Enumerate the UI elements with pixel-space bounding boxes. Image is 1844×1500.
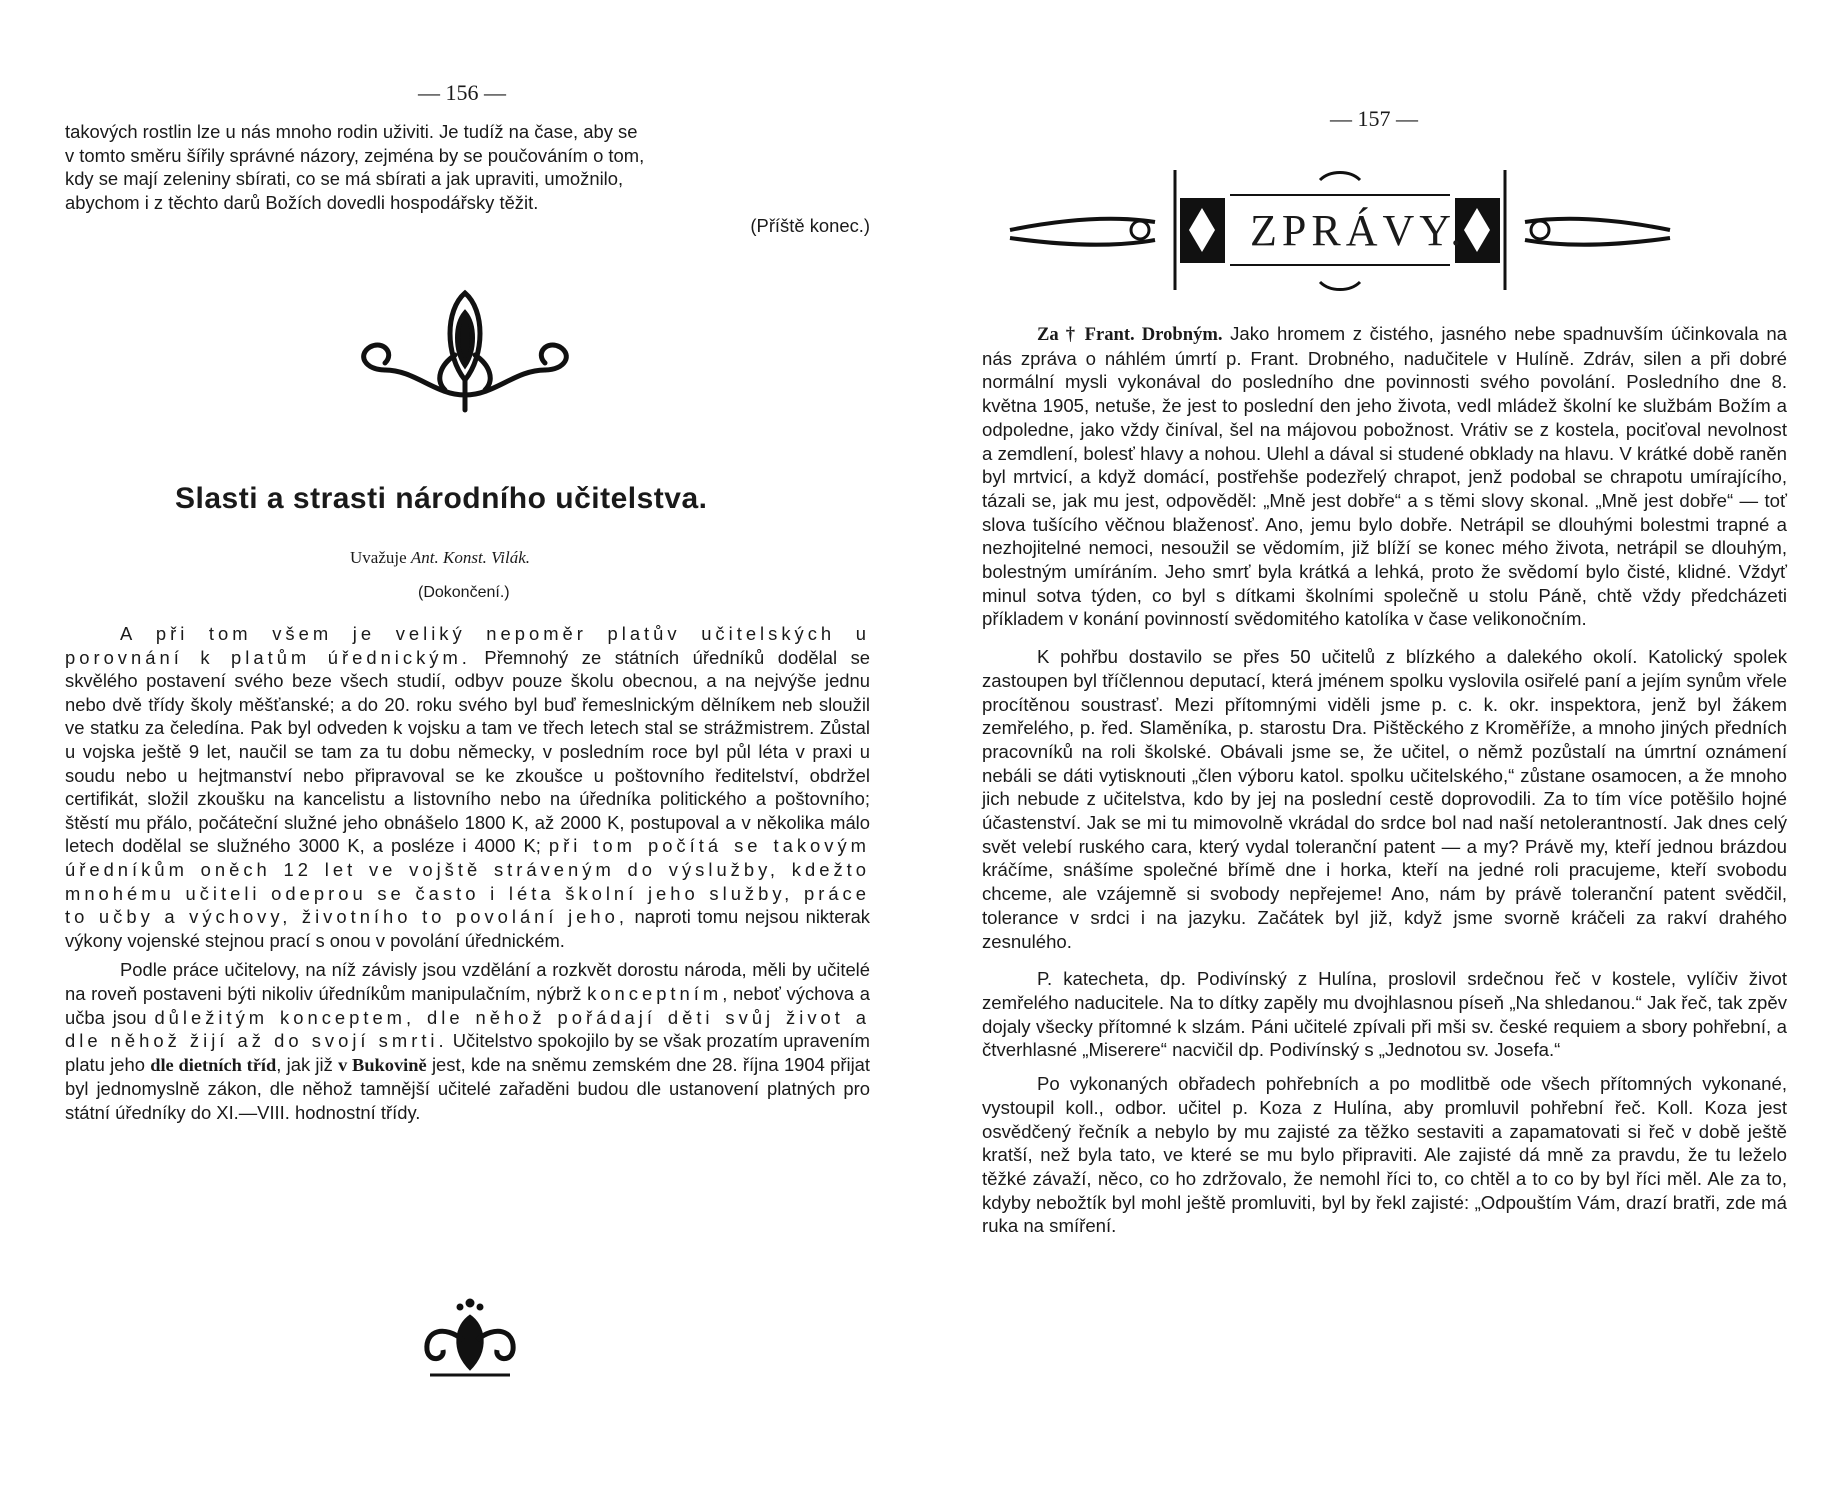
emphasis: konceptním xyxy=(587,982,723,1004)
emphasis: A při tom všem je veliký nepoměr platův učitelských u porovnání k platům úřednickým. xyxy=(65,623,870,668)
continued-note: (Příště konec.) xyxy=(750,215,870,236)
article-title: Slasti a strasti národního učitelstva. xyxy=(175,482,708,515)
news-paragraph: K pohřbu dostavilo se přes 50 učitelů z blízkého a dalekého okolí. Katolický spolek zastoupen byl tříčlennou deputací, která jménem spolku vyslovila osiřelé paní a jejím synům vřele procítěnou soustrasť. Mezi přítomnými viděli jsme p. c. k. okr. inspektora, jenž byl žákem zemřelého, p. řed. Slaměníka, p. starostu Dra. Pištěckého z Kroměříže, a mnoho jiných předních pracovníků na roli školské. Obávali jsme se, že učitel, o němž pozůstalí na úmrtní oznámení nebáli se dáti vytisknouti „člen výboru katol. spolku učitelského,“ zůstane osamocen, a že mnoho jich nebude z učitelstva, kdo by jej na poslední cestě doprovodili. Za to tím více potěšilo hojné účastenství. Jak se mi tu mimovolně vkrádal do srdce bol nad naší netolerantností. Jak dnes celý svět velebí ruského cara, který vydal toleranční patent — a my? Právě my, kteří jednou brázdou kráčíme, snášíme společné břímě dne i horka, kteří na jedné roli pracujeme, kteří svobodu chceme, ale vzájemně si svobody nepřejeme! Ano, nám by právě toleranční patent svědčil, tolerance v srdci i na jazyku. Začátek byl již, když jsme svorně kráčeli za rakví drahého zesnulého. xyxy=(982,646,1787,952)
intro-paragraph xyxy=(65,120,870,214)
news-lead: Za † Frant. Drobným. xyxy=(1037,324,1223,345)
text-run: Jako hromem z čistého, jasného nebe spadnuvším účinkovala na nás zpráva o náhlém úmrtí p. Frant. Drobného, nadučitele v Hulíně. Zdráv, silen a při dobré normální mysli vykonával do posledního dne povinnosti svého povolání. Posledního dne 8. května 1905, netuše, že jest to poslední den jeho života, vedl mládež školní ke službám Božím a odpoledne, jako vždy činíval, šel na májovou pobožnost. Vrátiv se z kostela, pociťoval nevolnost a zemdlení, bolesť hlavy a nohou. Ulehl a dával si studené obklady na hlavu. V krátké době raněn byl mrtvicí, a když domácí, postřehše podezřelý chrapot, jenž podobal se chrapotu umírajícího, tázali se, jak mu jest, odpověděl: „Mně jest dobře“ a s těmi slovy skonal. „Mně jest dobře“ — toť slova tušícího věčnou blaženosť. Ano, jemu bylo dobře. Netrápil se dlouhými bolestmi trapné a nezhojitelné nemoci, nesoužil se vědomím, již blíží se konec mého života, netrápil se dlouhým, bolestným umíráním. Jeho smrť byla krátká a lehká, proto že svědomí bylo čisté, klidné. Vždyť minul sotva týden, co byl s dítkami školními společně u stolu Páně, chtě vždy předcházeti příkladem v konání povinností svědomitého katolíka v čase velikonočním. xyxy=(982,323,1788,630)
text-run: Přemnohý ze státních úředníků dodělal se skvělého postavení svého beze všech studií, odbyv pouze školu obecnou, a na nejvýše jednu nebo dvě třídy školy měšťanské; a do 20. roku svého byl buď řemeslnickým dělníkem neb sloužil ve statku za čeledína. Pak byl odveden k vojsku a tam ve třech letech stal se strážmistrem. Zůstal u vojska ještě 9 let, naučil se tam za tu dobu německy, v posledním roce byl půl léta v praxi u soudu nebo u hejtmanství nebo připravoval se ke zkoušce u poštovního ředitelství, obdržel certifikát, složil zkoušku na kancelistu a listovního nebo na úředníka politického a poštovního; štěstí mu přálo, počáteční služné jeho obnášelo 1800 K, až 2000 K, postupoval a v několika málo letech dodělal se služného 3000 K, a posléze i 4000 K; xyxy=(65,646,870,857)
article-body xyxy=(65,622,870,1124)
news-body xyxy=(982,322,1787,1238)
text-run: , jak již xyxy=(276,1053,339,1075)
end-ornament xyxy=(415,1295,525,1380)
news-paragraph: Po vykonaných obřadech pohřebních a po modlitbě ode všech přítomných vykonané, vystoupil koll., odbor. učitel p. Koza z Hulína, aby promluvil pohřební řeč. Koll. Koza jest osvědčený řečník a nebylo by mu zajisté za těžko sestaviti a zapamatovati si řeč v době ještě kratší, než byla tato, ve které se mu bylo připraviti. Ale zajisté dá mně za pravdu, že tu leželo těžké závaží, něco, co ho zdržovalo, že nemohl říci to, co chtěl a to co by byl říci měl. Ale za to, kdyby nebožtík byl mohl ještě promluviti, byl by řekl zajisté: „Odpouštím Vám, drazí bratři, zde má ruka na smíření. xyxy=(982,1073,1787,1237)
text-run: jest, kde na sněmu zemském dne 28. října 1904 přijat byl jednomyslně zákon, dle něhož tamnější učitelé zařaděni budou dle ustanovení platných pro státní úředníky do XI.—VIII. hodnostní třídy. xyxy=(65,1053,870,1123)
bold-phrase: dle dietních tříd xyxy=(150,1054,277,1075)
intro-line: v tomto směru šířily správné názory, zejména by se poučováním o tom, xyxy=(65,144,645,166)
text-run: Učitelstvo spokojilo by se však prozatím upravením platu jeho xyxy=(65,1030,870,1075)
text-run: naproti tomu nejsou nikterak výkony vojenské stejnou prací s onou v povolání úřednickém. xyxy=(65,906,870,951)
paragraph xyxy=(65,958,870,1124)
floral-ornament xyxy=(345,285,585,415)
text-run: Podle práce učitelovy, na níž závisly jsou vzdělání a rozkvět dorostu národa, měli by učitelé na roveň postaveni býti nikoliv úředníkům manipulačním, nýbrž xyxy=(65,959,870,1004)
bold-phrase: v Bukovině xyxy=(338,1054,427,1075)
intro-line: abychom i z těchto darů Božích dovedli hospodářsky těžit. xyxy=(65,191,539,213)
emphasis: důležitým konceptem, dle něhož pořádají děti svůj život a dle něhož žijí až do svojí smrti. xyxy=(65,1006,870,1052)
news-paragraph: P. katecheta, dp. Podivínský z Hulína, proslovil srdečnou řeč v kostele, vylíčiv život zemřelého naducitele. Na to dítky zapěly mu dvojhlasnou píseň „Na shledanou.“ Jak řeč, tak zpěv dojaly všecky přítomné k slzám. Páni učitelé zpívali při mši sv. české requiem a sbory pohřební, a čtverhlasné „Miserere“ nacvičil dp. Podivínský s „Jednotou sv. Josefa.“ xyxy=(982,968,1787,1061)
page-number: — 156 — xyxy=(418,80,506,105)
intro-line: kdy se mají zeleniny sbírati, co se má sbírati a jak upraviti, umožnilo, xyxy=(65,168,624,190)
text-run: , neboť výchova a učba jsou xyxy=(65,982,870,1028)
paragraph xyxy=(65,622,870,952)
article-subtitle: (Dokončení.) xyxy=(418,584,510,601)
emphasis: při tom počítá se takovým úředníkům oněch 12 let ve vojště stráveným do výslužby, kdežto mnohému učiteli odeprou se často i léta školní jeho služby, práce to učby a výchovy, životního to povolání jeho, xyxy=(65,835,870,928)
byline-prefix: Uvažuje xyxy=(350,548,407,567)
byline-author: Ant. Konst. Vilák. xyxy=(410,548,531,567)
section-title: ZPRÁVY. xyxy=(1250,206,1467,255)
intro-line: takových rostlin lze u nás mnoho rodin uživiti. Je tudíž na čase, aby se xyxy=(65,121,638,142)
page-number: — 157 — xyxy=(1330,106,1418,131)
byline xyxy=(350,548,530,568)
news-paragraph xyxy=(982,322,1787,631)
